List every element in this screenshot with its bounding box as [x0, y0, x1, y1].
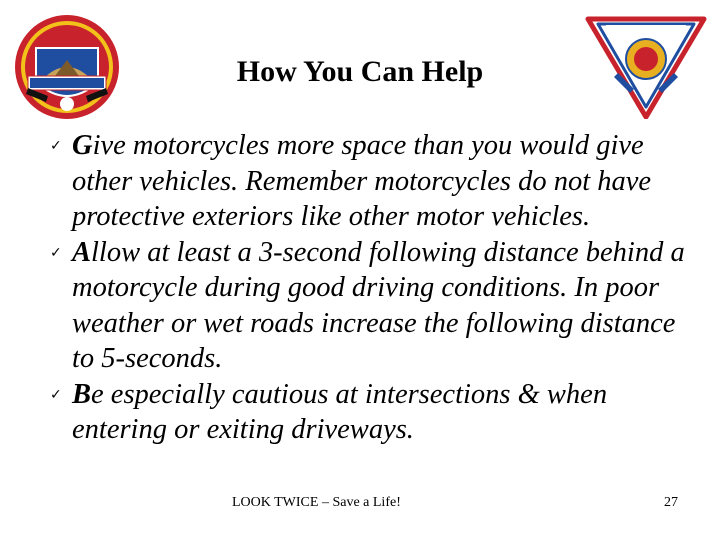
bullet-initial: G — [72, 130, 93, 161]
bullet-item — [50, 377, 702, 448]
slide-title: How You Can Help — [236, 55, 484, 88]
checkmark-icon: ✓ — [50, 138, 62, 154]
bullet-initial: A — [72, 236, 92, 268]
bullet-text: llow at least a 3-second following distance behind a motorcycle during good driving conditions. In poor weather or wet roads increase the following distance to 5-seconds. — [72, 236, 685, 374]
bullet-list — [50, 128, 702, 448]
slide-footer: LOOK TWICE – Save a Life! — [232, 495, 401, 510]
bullet-text: e especially cautious at intersections & when entering or exiting driveways. — [72, 378, 608, 445]
checkmark-icon: ✓ — [50, 244, 62, 261]
bullet-text: ive motorcycles more space than you would give other vehicles. Remember motorcycles do not have protective exteriors like other motor vehicles. — [72, 130, 652, 232]
checkmark-icon: ✓ — [50, 386, 62, 403]
bullet-item — [50, 235, 702, 377]
bullet-initial: B — [72, 378, 92, 410]
bullet-item — [50, 128, 702, 235]
page-number: 27 — [664, 495, 678, 510]
